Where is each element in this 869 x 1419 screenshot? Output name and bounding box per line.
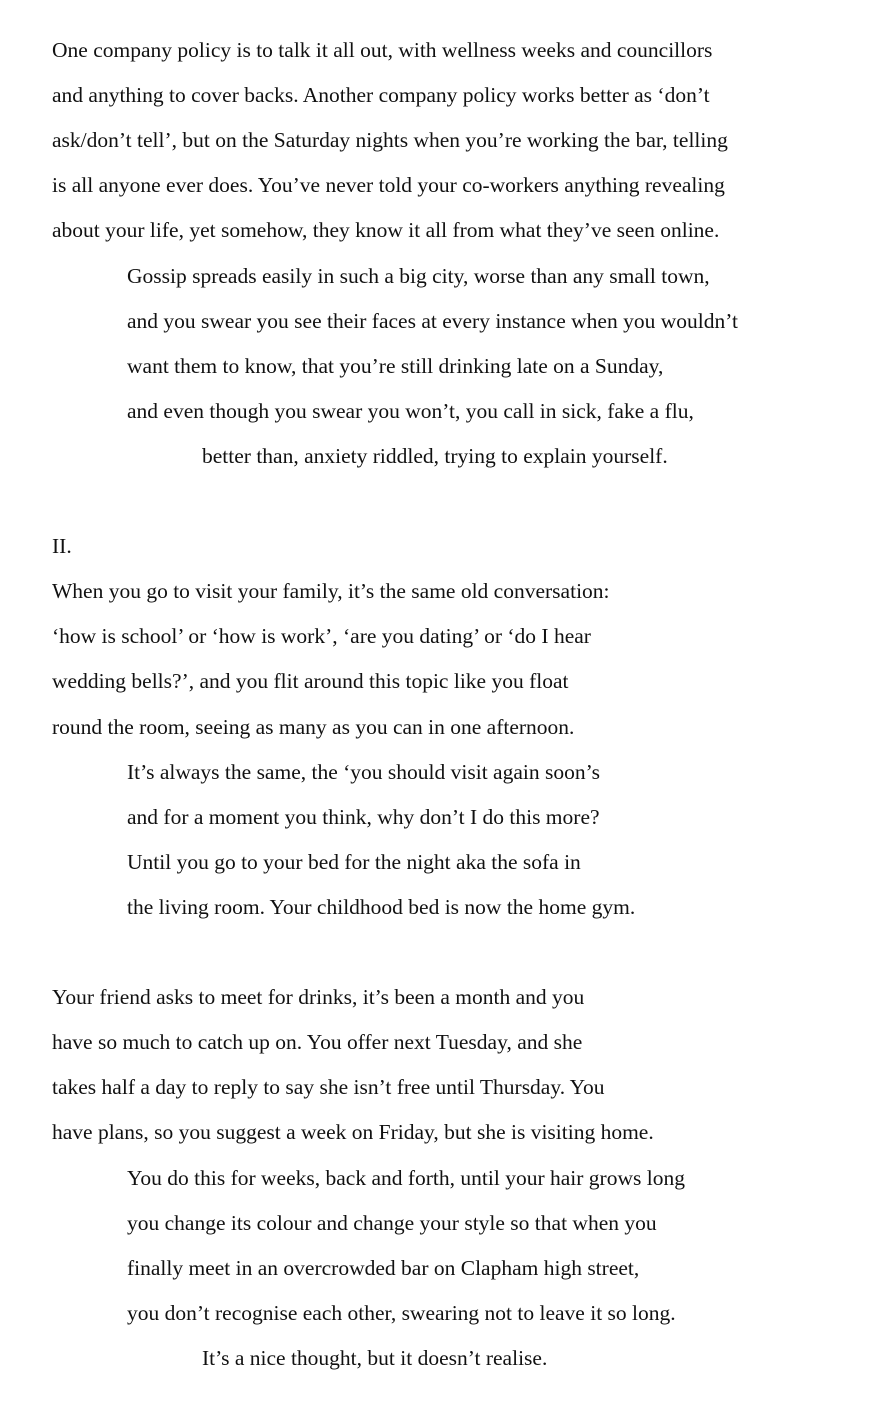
poem-line: wedding bells?’, and you flit around this topic like you float [52, 669, 569, 693]
poem-line: and for a moment you think, why don’t I do this more? [127, 805, 600, 829]
poem-line: want them to know, that you’re still drinking late on a Sunday, [127, 354, 664, 378]
poem-line: is all anyone ever does. You’ve never told your co-workers anything revealing [52, 173, 725, 197]
poem-line: One company policy is to talk it all out, with wellness weeks and councillors [52, 38, 713, 62]
poem-line: When you go to visit your family, it’s the same old conversation: [52, 579, 610, 603]
section-heading: II. [52, 534, 72, 558]
poem-line: finally meet in an overcrowded bar on Clapham high street, [127, 1256, 640, 1280]
poem-line: takes half a day to reply to say she isn’t free until Thursday. You [52, 1075, 605, 1099]
poem-line: It’s a nice thought, but it doesn’t realise. [202, 1346, 548, 1370]
poem-line: have so much to catch up on. You offer next Tuesday, and she [52, 1030, 583, 1054]
poem-line: Your friend asks to meet for drinks, it’s been a month and you [52, 985, 585, 1009]
poem-line: You do this for weeks, back and forth, until your hair grows long [127, 1166, 685, 1190]
poem-line: the living room. Your childhood bed is now the home gym. [127, 895, 636, 919]
poem-line: and anything to cover backs. Another company policy works better as ‘don’t [52, 83, 710, 107]
poem-line: and you swear you see their faces at every instance when you wouldn’t [127, 309, 738, 333]
poem-line: Until you go to your bed for the night aka the sofa in [127, 850, 581, 874]
poem-line: round the room, seeing as many as you can in one afternoon. [52, 715, 575, 739]
poem-line: have plans, so you suggest a week on Friday, but she is visiting home. [52, 1120, 654, 1144]
poem-line: Gossip spreads easily in such a big city, worse than any small town, [127, 264, 710, 288]
poem-line: you don’t recognise each other, swearing not to leave it so long. [127, 1301, 676, 1325]
poem-line: ‘how is school’ or ‘how is work’, ‘are you dating’ or ‘do I hear [52, 624, 591, 648]
poem-line: you change its colour and change your style so that when you [127, 1211, 657, 1235]
poem-line: ask/don’t tell’, but on the Saturday nights when you’re working the bar, telling [52, 128, 728, 152]
poem-line: about your life, yet somehow, they know it all from what they’ve seen online. [52, 218, 720, 242]
poem-line: and even though you swear you won’t, you call in sick, fake a flu, [127, 399, 694, 423]
poem-line: It’s always the same, the ‘you should visit again soon’s [127, 760, 600, 784]
poem-line: better than, anxiety riddled, trying to explain yourself. [202, 444, 668, 468]
